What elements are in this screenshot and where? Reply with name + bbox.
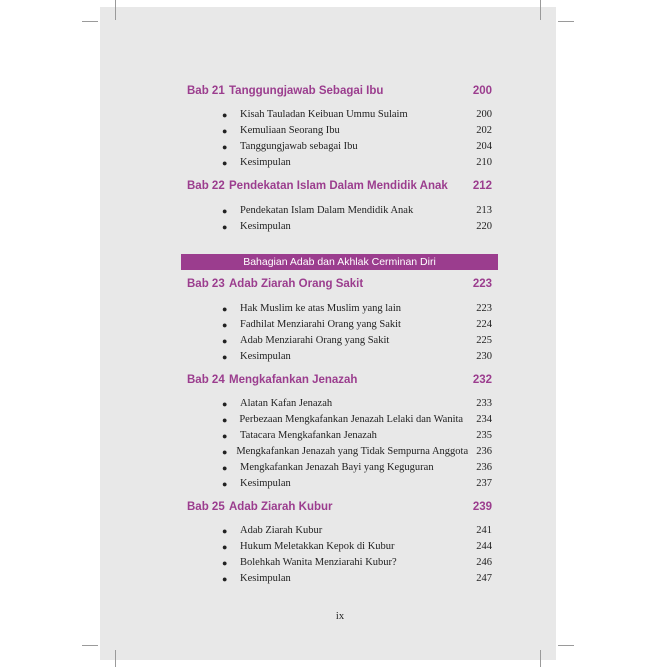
- crop-mark: [558, 21, 574, 22]
- chapter-page: 223: [472, 278, 492, 290]
- toc-item: [222, 539, 492, 554]
- toc-item-label: Kesimpulan: [240, 351, 291, 362]
- toc-item: [222, 444, 492, 459]
- chapter-title: Adab Ziarah Kubur: [229, 501, 333, 513]
- toc-item-label: Adab Ziarah Kubur: [240, 525, 323, 536]
- toc-item-label: Kesimpulan: [240, 478, 291, 489]
- chapter-heading: [187, 83, 492, 99]
- bullet-icon: ●: [222, 303, 228, 314]
- toc-item-page: 246: [476, 557, 492, 568]
- toc-item-label: Kesimpulan: [240, 221, 291, 232]
- bullet-icon: ●: [222, 414, 228, 425]
- toc-item-label: Tanggungjawab sebagai Ibu: [240, 141, 358, 152]
- toc-item: [222, 523, 492, 538]
- chapter-number: Bab 23: [187, 278, 225, 290]
- toc-item-page: 236: [476, 462, 492, 473]
- toc-item-label: Hukum Meletakkan Kepok di Kubur: [240, 541, 395, 552]
- toc-item: [222, 428, 492, 443]
- crop-mark: [115, 0, 116, 20]
- toc-item-label: Adab Menziarahi Orang yang Sakit: [240, 335, 390, 346]
- toc-item-label: Perbezaan Mengkafankan Jenazah Lelaki dan Wanita: [239, 414, 464, 425]
- toc-item: [222, 333, 492, 348]
- toc-item-page: 233: [476, 398, 492, 409]
- toc-item-page: 236: [476, 446, 492, 457]
- toc-item-page: 234: [476, 414, 492, 425]
- chapter-number: Bab 21: [187, 85, 225, 97]
- bullet-icon: ●: [222, 221, 228, 232]
- toc-item: [222, 219, 492, 234]
- bullet-icon: ●: [222, 157, 228, 168]
- toc-item-page: 235: [476, 430, 492, 441]
- toc-item: [222, 123, 492, 138]
- toc-item-page: 213: [476, 205, 492, 216]
- crop-mark: [82, 645, 98, 646]
- toc-item-label: Mengkafankan Jenazah Bayi yang Keguguran: [240, 462, 434, 473]
- bullet-icon: ●: [222, 541, 228, 552]
- toc-item-label: Hak Muslim ke atas Muslim yang lain: [240, 303, 401, 314]
- chapter-title: Tanggungjawab Sebagai Ibu: [229, 85, 384, 97]
- toc-item: [222, 571, 492, 586]
- bullet-icon: ●: [222, 573, 228, 584]
- toc-item: [222, 317, 492, 332]
- toc-item: [222, 107, 492, 122]
- toc-item-label: Bolehkah Wanita Menziarahi Kubur?: [240, 557, 397, 568]
- bullet-icon: ●: [222, 462, 228, 473]
- chapter-page: 239: [472, 501, 492, 513]
- chapter-number: Bab 22: [187, 180, 225, 192]
- bullet-icon: ●: [222, 446, 228, 457]
- section-title-bar: Bahagian Adab dan Akhlak Cerminan Diri: [181, 254, 498, 270]
- chapter-heading: [187, 178, 492, 194]
- toc-item-page: 225: [476, 335, 492, 346]
- toc-item: [222, 412, 492, 427]
- toc-item: [222, 476, 492, 491]
- toc-item-label: Alatan Kafan Jenazah: [240, 398, 333, 409]
- toc-item-page: 200: [476, 109, 492, 120]
- toc-item-label: Kemuliaan Seorang Ibu: [240, 125, 340, 136]
- toc-item-label: Kesimpulan: [240, 573, 291, 584]
- toc-item: [222, 555, 492, 570]
- toc-item: [222, 203, 492, 218]
- toc-item: [222, 139, 492, 154]
- page-number: ix: [335, 611, 345, 622]
- toc-item: [222, 155, 492, 170]
- toc-item-page: 247: [476, 573, 492, 584]
- chapter-number: Bab 25: [187, 501, 225, 513]
- toc-item-label: Pendekatan Islam Dalam Mendidik Anak: [240, 205, 414, 216]
- toc-item-label: Kisah Tauladan Keibuan Ummu Sulaim: [240, 109, 408, 120]
- bullet-icon: ●: [222, 109, 228, 120]
- bullet-icon: ●: [222, 398, 228, 409]
- crop-mark: [540, 0, 541, 20]
- bullet-icon: ●: [222, 141, 228, 152]
- toc-item: [222, 396, 492, 411]
- toc-item-page: 220: [476, 221, 492, 232]
- bullet-icon: ●: [222, 319, 228, 330]
- toc-item-page: 223: [476, 303, 492, 314]
- chapter-heading: [187, 372, 492, 388]
- chapter-page: 200: [472, 85, 492, 97]
- chapter-title: Mengkafankan Jenazah: [229, 374, 358, 386]
- chapter-heading: [187, 499, 492, 515]
- crop-mark: [82, 21, 98, 22]
- toc-item-page: 204: [476, 141, 492, 152]
- bullet-icon: ●: [222, 525, 228, 536]
- toc-item-page: 244: [476, 541, 492, 552]
- chapter-title: Pendekatan Islam Dalam Mendidik Anak: [229, 180, 448, 192]
- chapter-page: 212: [472, 180, 492, 192]
- bullet-icon: ●: [222, 125, 228, 136]
- toc-item-page: 230: [476, 351, 492, 362]
- chapter-title: Adab Ziarah Orang Sakit: [229, 278, 364, 290]
- bullet-icon: ●: [222, 557, 228, 568]
- toc-item: [222, 301, 492, 316]
- toc-item-label: Mengkafankan Jenazah yang Tidak Sempurna Anggota: [236, 446, 469, 457]
- toc-item: [222, 349, 492, 364]
- toc-item-page: 224: [476, 319, 492, 330]
- crop-mark: [540, 650, 541, 667]
- toc-item-label: Kesimpulan: [240, 157, 291, 168]
- bullet-icon: ●: [222, 478, 228, 489]
- toc-item-page: 202: [476, 125, 492, 136]
- toc-item-label: Tatacara Mengkafankan Jenazah: [240, 430, 377, 441]
- toc-item-label: Fadhilat Menziarahi Orang yang Sakit: [240, 319, 401, 330]
- toc-item-page: 237: [476, 478, 492, 489]
- bullet-icon: ●: [222, 205, 228, 216]
- bullet-icon: ●: [222, 351, 228, 362]
- crop-mark: [115, 650, 116, 667]
- toc-item-page: 210: [476, 157, 492, 168]
- toc-item-page: 241: [476, 525, 492, 536]
- chapter-number: Bab 24: [187, 374, 225, 386]
- crop-mark: [558, 645, 574, 646]
- toc-item: [222, 460, 492, 475]
- chapter-heading: [187, 276, 492, 292]
- bullet-icon: ●: [222, 335, 228, 346]
- bullet-icon: ●: [222, 430, 228, 441]
- chapter-page: 232: [472, 374, 492, 386]
